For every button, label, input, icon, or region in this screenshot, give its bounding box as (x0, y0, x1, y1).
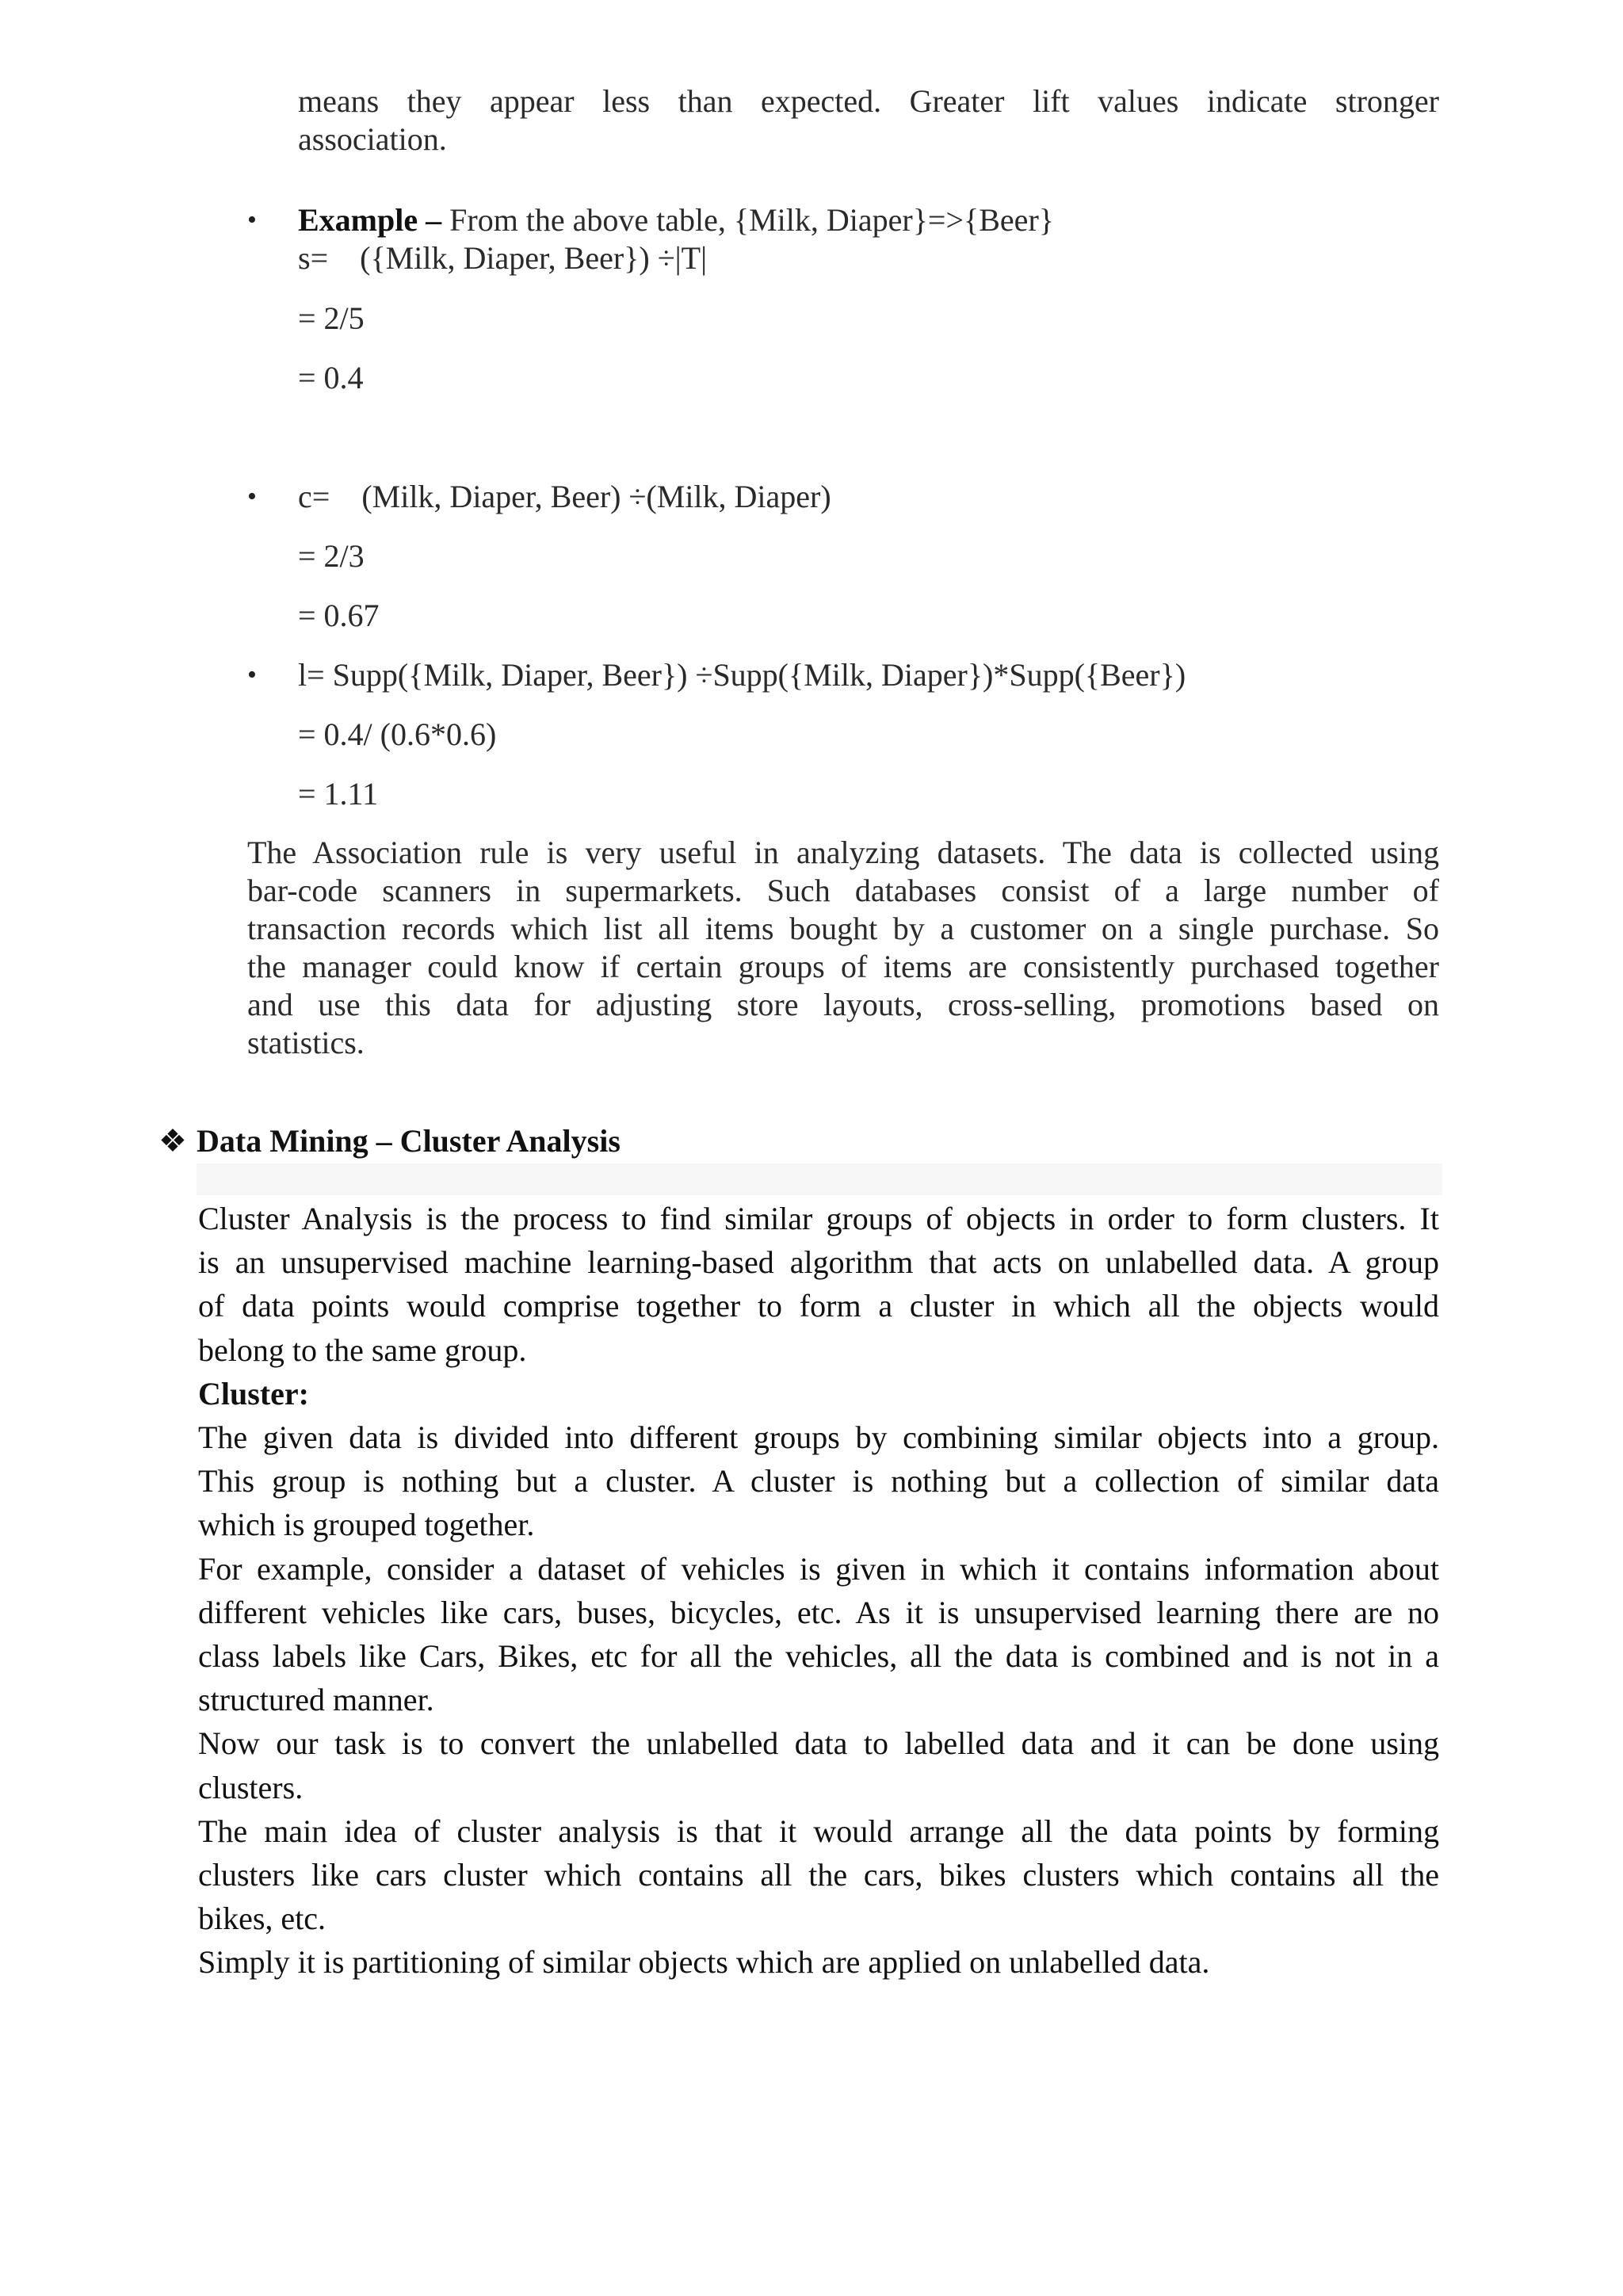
section-heading (158, 1119, 621, 1163)
assoc-line: the manager could know if certain groups of items are consistently purchased together (247, 949, 1439, 984)
confidence-step-1: = 2/3 (298, 538, 365, 574)
support-expression: ({Milk, Diaper, Beer}) ÷|T| (360, 240, 708, 276)
bullet-lift: • (247, 660, 257, 690)
cluster-line: The given data is divided into different groups by combining similar objects into a group. (198, 1419, 1439, 1456)
lift-explanation-paragraph (298, 82, 1439, 159)
cluster-line: This group is nothing but a cluster. A cluster is nothing but a collection of similar data (198, 1463, 1439, 1499)
assoc-line: transaction records which list all items bought by a customer on a single purchase. So (247, 911, 1439, 946)
cluster-line: class labels like Cars, Bikes, etc for all the vehicles, all the data is combined and is not in a (198, 1638, 1439, 1675)
assoc-line: The Association rule is very useful in analyzing datasets. The data is collected using (247, 835, 1439, 870)
cluster-line: The main idea of cluster analysis is that it would arrange all the data points by forming (198, 1813, 1439, 1849)
lead-line-2: association. (298, 121, 447, 157)
assoc-line: bar-code scanners in supermarkets. Such databases consist of a large number of (247, 873, 1439, 908)
cluster-analysis-body (198, 1197, 1439, 1985)
lead-line-1: means they appear less than expected. Greater lift values indicate stronger (298, 83, 1439, 119)
cluster-line: Simply it is partitioning of similar objects which are applied on unlabelled data. (198, 1944, 1210, 1981)
cluster-line: For example, consider a dataset of vehicles is given in which it contains information about (198, 1550, 1439, 1587)
cluster-line: different vehicles like cars, buses, bicycles, etc. As it is unsupervised learning there are no (198, 1594, 1439, 1630)
assoc-line: and use this data for adjusting store layouts, cross-selling, promotions based on (247, 987, 1439, 1022)
diamond-bullet-icon: ❖ (158, 1123, 187, 1159)
assoc-line: statistics. (247, 1025, 365, 1060)
cluster-line: of data points would comprise together to form a cluster in which all the objects would (198, 1288, 1439, 1324)
cluster-subheading: Cluster: (198, 1375, 309, 1412)
confidence-step-2: = 0.67 (298, 598, 380, 633)
bullet-example: • (247, 205, 257, 235)
cluster-line: is an unsupervised machine learning-based algorithm that acts on unlabelled data. A group (198, 1244, 1439, 1281)
cluster-line: bikes, etc. (198, 1901, 327, 1937)
support-step-2: = 0.4 (298, 360, 364, 395)
cluster-line: clusters like cars cluster which contains all the cars, bikes clusters which contains all the (198, 1857, 1439, 1893)
cluster-line: Now our task is to convert the unlabelled data to labelled data and it can be done using (198, 1725, 1439, 1762)
support-step-1: = 2/5 (298, 300, 365, 336)
example-label: Example – (298, 202, 442, 238)
example-line (298, 201, 1054, 239)
cluster-line: belong to the same group. (198, 1331, 527, 1368)
cluster-line: clusters. (198, 1769, 304, 1805)
confidence-label: c= (298, 479, 330, 514)
association-rule-paragraph (247, 834, 1439, 1062)
bullet-confidence: • (247, 482, 257, 511)
heading-shaded-band (197, 1163, 1442, 1195)
confidence-expression: (Milk, Diaper, Beer) ÷(Milk, Diaper) (361, 479, 831, 514)
support-label: s= (298, 240, 329, 276)
cluster-line: Cluster Analysis is the process to find similar groups of objects in order to form clusters. It (198, 1201, 1439, 1236)
lift-step-1: = 0.4/ (0.6*0.6) (298, 716, 497, 752)
cluster-line: structured manner. (198, 1682, 434, 1718)
cluster-line: which is grouped together. (198, 1507, 535, 1543)
lift-formula: l= Supp({Milk, Diaper, Beer}) ÷Supp({Milk, Diaper})*Supp({Beer}) (298, 657, 1186, 693)
confidence-formula (298, 478, 831, 516)
lift-step-2: = 1.11 (298, 776, 379, 812)
example-text: From the above table, {Milk, Diaper}=>{Beer} (441, 202, 1054, 238)
support-formula (298, 239, 707, 277)
section-title: Data Mining – Cluster Analysis (197, 1123, 621, 1159)
